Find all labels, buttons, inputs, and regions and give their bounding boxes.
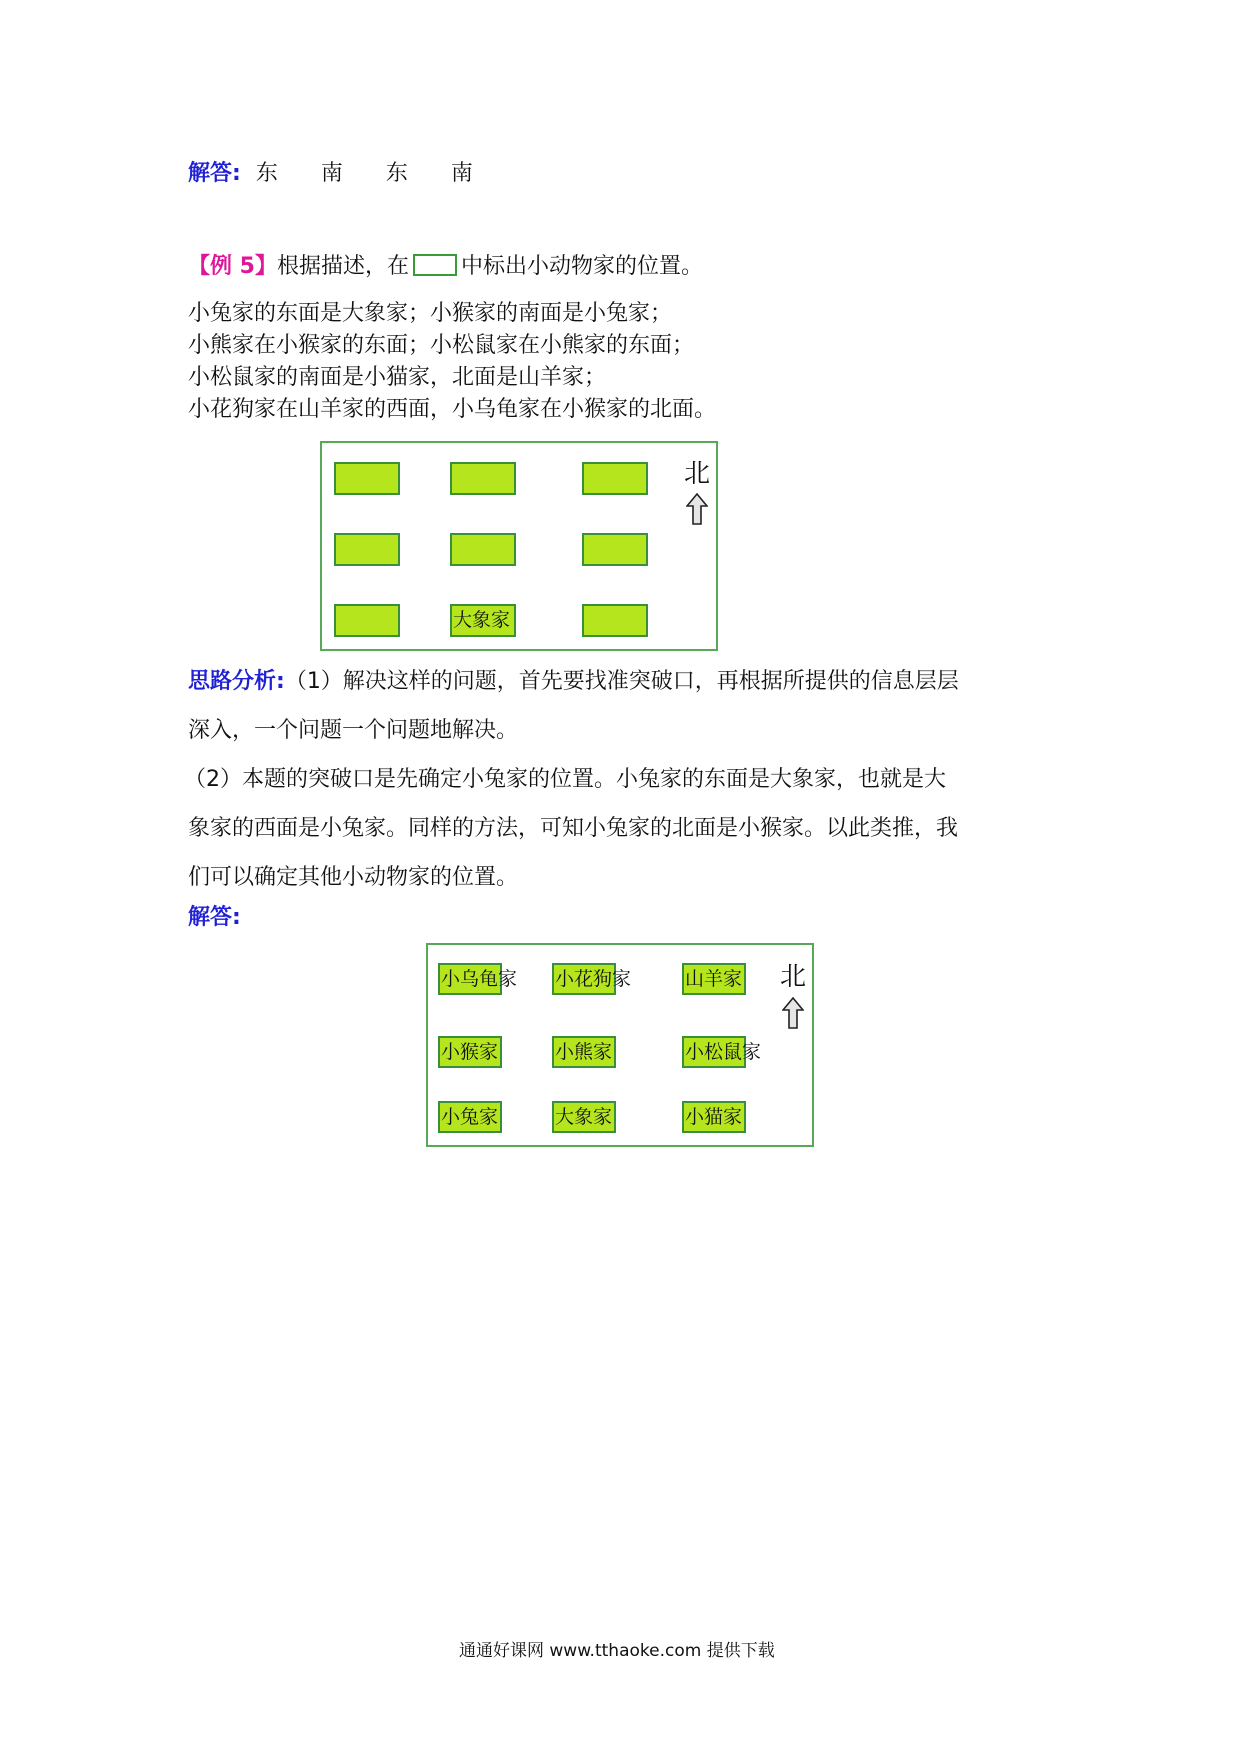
answer-item: 南 (320, 161, 343, 186)
house-cell: 山羊家 (682, 963, 746, 995)
description-line: 小花狗家在山羊家的西面，小乌龟家在小猴家的北面。 (188, 397, 717, 422)
analysis-text: （1）解决这样的问题，首先要找准突破口，再根据所提供的信息层层 (284, 669, 959, 694)
answer-grid (426, 943, 814, 1147)
house-cell: 小乌龟家 (438, 963, 502, 995)
house-cell (334, 604, 400, 637)
north-arrow-icon (782, 997, 804, 1029)
house-cell (334, 533, 400, 566)
instruction-before: 根据描述，在 (276, 254, 409, 279)
analysis-line (188, 668, 959, 696)
house-cell: 小兔家 (438, 1101, 502, 1133)
house-cell (450, 462, 516, 495)
example-5-heading (188, 253, 703, 281)
answer-item: 东 (385, 161, 408, 186)
answer-label: 解答: (188, 905, 241, 930)
answer-line-1 (188, 160, 509, 188)
description-line: 小熊家在小猴家的东面；小松鼠家在小熊家的东面； (188, 333, 695, 358)
analysis-label: 思路分析: (188, 669, 285, 694)
house-cell: 小猫家 (682, 1101, 746, 1133)
question-grid (320, 441, 718, 651)
blank-box-icon (413, 254, 457, 276)
house-cell: 小熊家 (552, 1036, 616, 1068)
house-cell: 小松鼠家 (682, 1036, 746, 1068)
north-arrow-icon (686, 493, 708, 525)
house-cell (334, 462, 400, 495)
north-label: 北 (684, 459, 711, 489)
analysis-line: 深入，一个问题一个问题地解决。 (188, 718, 519, 743)
house-cell: 大象家 (450, 604, 516, 637)
description-line: 小松鼠家的南面是小猫家，北面是山羊家； (188, 365, 607, 390)
description-line: 小兔家的东面是大象家；小猴家的南面是小兔家； (188, 301, 673, 326)
house-cell (450, 533, 516, 566)
house-cell (582, 533, 648, 566)
house-cell: 大象家 (552, 1101, 616, 1133)
house-cell (582, 462, 648, 495)
house-cell (582, 604, 648, 637)
answer-item: 南 (450, 161, 473, 186)
analysis-line: 们可以确定其他小动物家的位置。 (188, 865, 519, 890)
instruction-after: 中标出小动物家的位置。 (460, 254, 703, 279)
analysis-line: 象家的西面是小兔家。同样的方法，可知小兔家的北面是小猴家。以此类推，我 (188, 816, 959, 841)
house-cell: 小花狗家 (552, 963, 616, 995)
example-tag: 【例 5】 (188, 254, 277, 279)
north-label: 北 (780, 962, 807, 992)
house-cell: 小猴家 (438, 1036, 502, 1068)
answer-item: 东 (255, 161, 278, 186)
analysis-line: （2）本题的突破口是先确定小兔家的位置。小兔家的东面是大象家，也就是大 (184, 767, 946, 792)
footer-text: 通通好课网 www.tthaoke.com 提供下载 (459, 1641, 775, 1661)
answer-label: 解答: (188, 161, 241, 186)
